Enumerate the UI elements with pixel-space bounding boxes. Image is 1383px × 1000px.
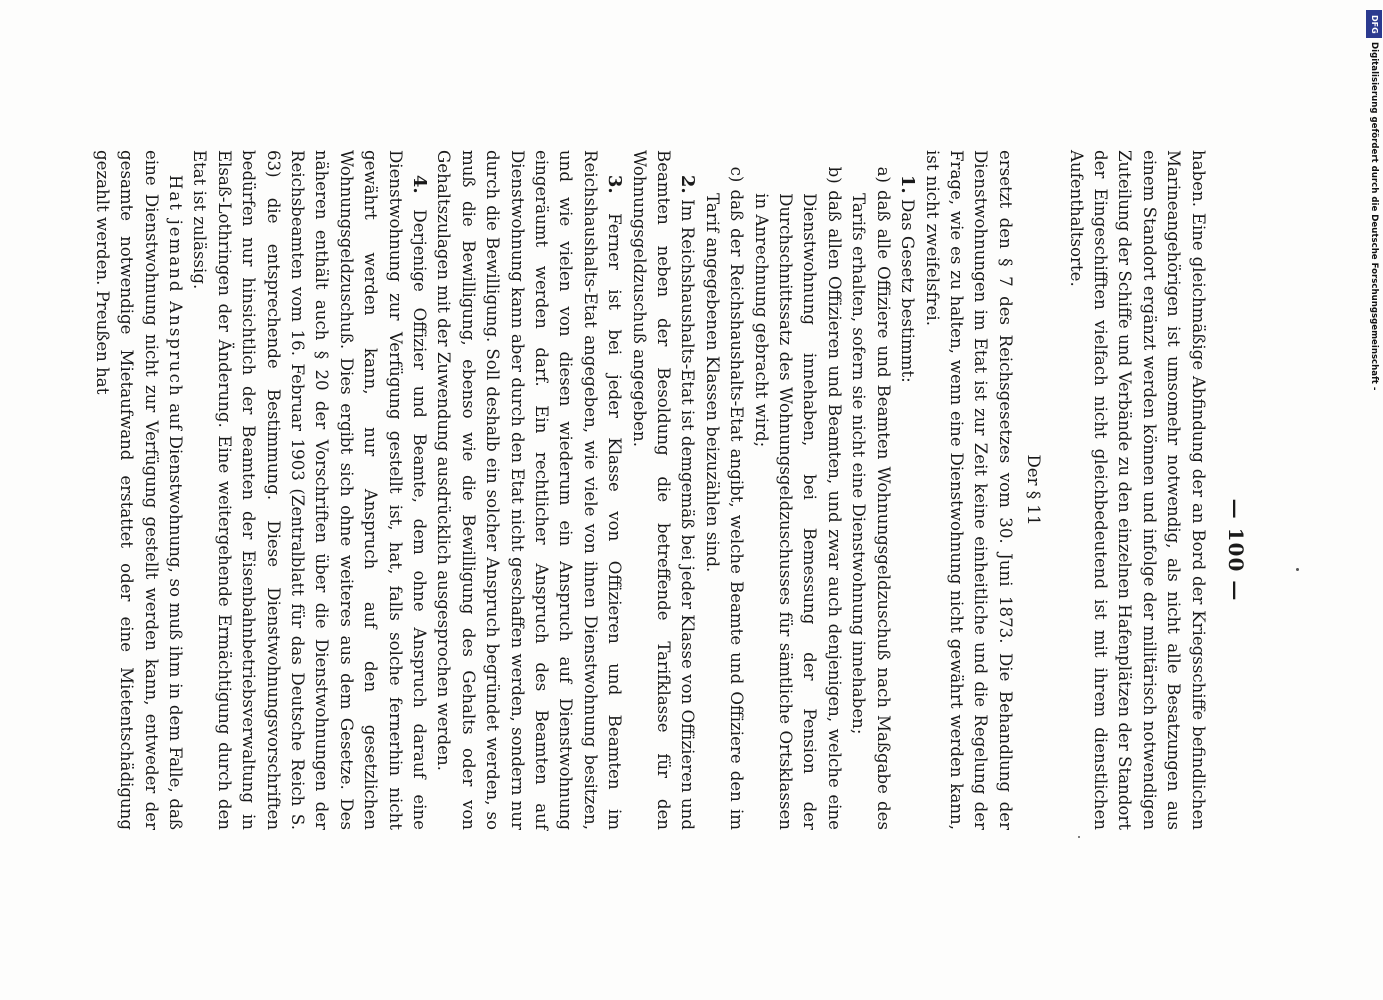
section-heading: Der § 11 <box>1024 454 1044 526</box>
final-text: auf Dienstwohnung, so muß ihm in dem Falle, daß eine Dienstwohnung nicht zur Verfügung gestellt werden kann, entweder der gesamte notwendige Mietaufwand erstattet oder eine Mietentschädigung gezahlt werden. Preußen hat <box>92 150 185 830</box>
item-1a: a) daß alle Offiziere und Beamten Wohnungsgeldzuschuß nach Maßgabe des Tarifs erhalten, sofern sie nicht eine Dienstwohnung innehaben; <box>849 166 893 830</box>
final-spaced-phrase: Hat jemand Anspruch <box>165 174 185 398</box>
item-3 <box>431 150 626 830</box>
scan-speck <box>1078 836 1080 838</box>
item-1c: c) daß der Reichshaushalts-Etat angibt, welche Beamte und Offiziere den im Tarif angegebenen Klassen beizuzählen sind. <box>702 166 747 830</box>
item-3-text: Ferner ist bei jeder Klasse von Offizieren und Beamten im Reichshaushalts-Etat angegeben, wie viele von ihnen Dienstwohnung besitzen, und wie vielen von diesen wiederum ein Anspruch auf Dienstwohnung eingeräumt werden darf. Ein rechtlicher Anspruch des Beamten auf Dienstwohnung kann aber durch den Etat nicht geschaffen werden, sondern nur durch die Bewilligung. Soll deshalb ein solcher Anspruch begründet werden, so muß die Bewilligung, ebenso wie die Bewilligung des Gehalts oder von Gehaltszulagen mit der Zuwendung ausdrücklich ausgesprochen werden. <box>434 150 625 831</box>
section-intro: ersetzt den § 7 des Reichsgesetzes vom 30. Juni 1873. Die Behandlung der Dienstwohnungen im Etat ist zur Zeit keine einheitliche und die Regelung der Frage, wie es zu halten, wenn eine Dienstwohnung nicht gewährt werden kann, ist nicht zweifelsfrei. <box>922 150 1015 830</box>
paragraph-final <box>89 150 187 830</box>
item-1-text: Das Gesetz bestimmt: <box>898 198 918 383</box>
item-1 <box>895 150 919 830</box>
item-2-number: 2. <box>677 174 699 194</box>
page-number: — 100 — <box>1224 498 1248 602</box>
paragraph-opening: haben. Eine gleichmäßige Abfindung der an Bord der Kriegsschiffe befindlichen Marineangehörigen ist umsomehr notwendig, als nicht alle Besatzungen aus einem Standort ergänzt werden können und infolge der militärisch notwendigen Zuteilung der Schiffe und Verbände zu den einzelnen Hafenplätzen der Standort der Eingeschifften vielfach nicht gleichbedeutend ist mit ihrem dienstlichen Aufenthaltsorte. <box>1066 150 1208 830</box>
scan-speck <box>1296 568 1299 571</box>
item-2-text: Im Reichshaushalts-Etat ist demgemäß bei jeder Klasse von Offizieren und Beamten neben der Besoldung die betreffende Tarifklasse für den Wohnungsgeldzuschuß angegeben. <box>629 150 698 830</box>
item-4-number: 4. <box>409 174 430 194</box>
document-page <box>92 0 1310 1000</box>
item-4-text: Derjenige Offizier und Beamte, dem ohne Anspruch darauf eine Dienstwohnung zur Verfügung gestellt ist, hat, falls solche fernerhin nicht gewährt werden kann, nur Anspruch auf den gesetzlichen Wohnungsgeldzuschuß. Dies ergibt sich ohne weiteres aus dem Gesetze. Des näheren enthält auch § 20 der Vorschriften über die Dienstwohnungen der Reichsbeamten vom 16. Februar 1903 (Zentralblatt für das Deutsche Reich S. 63) die entsprechende Bestimmung. Diese Dienstwohnungsvorschriften bedürfen nur hinsichtlich der Beamten der Eisenbahnbetriebsverwaltung in Elsaß-Lothringen der Änderung. Eine weitergehende Ermächtigung durch den Etat ist zulässig. <box>190 150 429 830</box>
item-1-number: 1. <box>897 174 919 194</box>
item-2 <box>626 150 699 830</box>
item-1b: b) daß allen Offizieren und Beamten, und zwar auch denjenigen, welche eine Dienstwohnung innehaben, bei Bemessung der Pension der Durchschnittssatz des Wohnungsgeldzuschusses für sämtliche Ortsklassen in Anrechnung gebracht wird; <box>751 166 844 830</box>
dfg-logo: DFG <box>1366 10 1382 38</box>
attribution-text: Digitalisierung gefördert durch die Deutsche Forschungsgemeinschaft - <box>1369 42 1379 391</box>
dfg-attribution <box>1366 10 1383 390</box>
item-4 <box>187 150 431 830</box>
item-3-number: 3. <box>604 174 626 194</box>
